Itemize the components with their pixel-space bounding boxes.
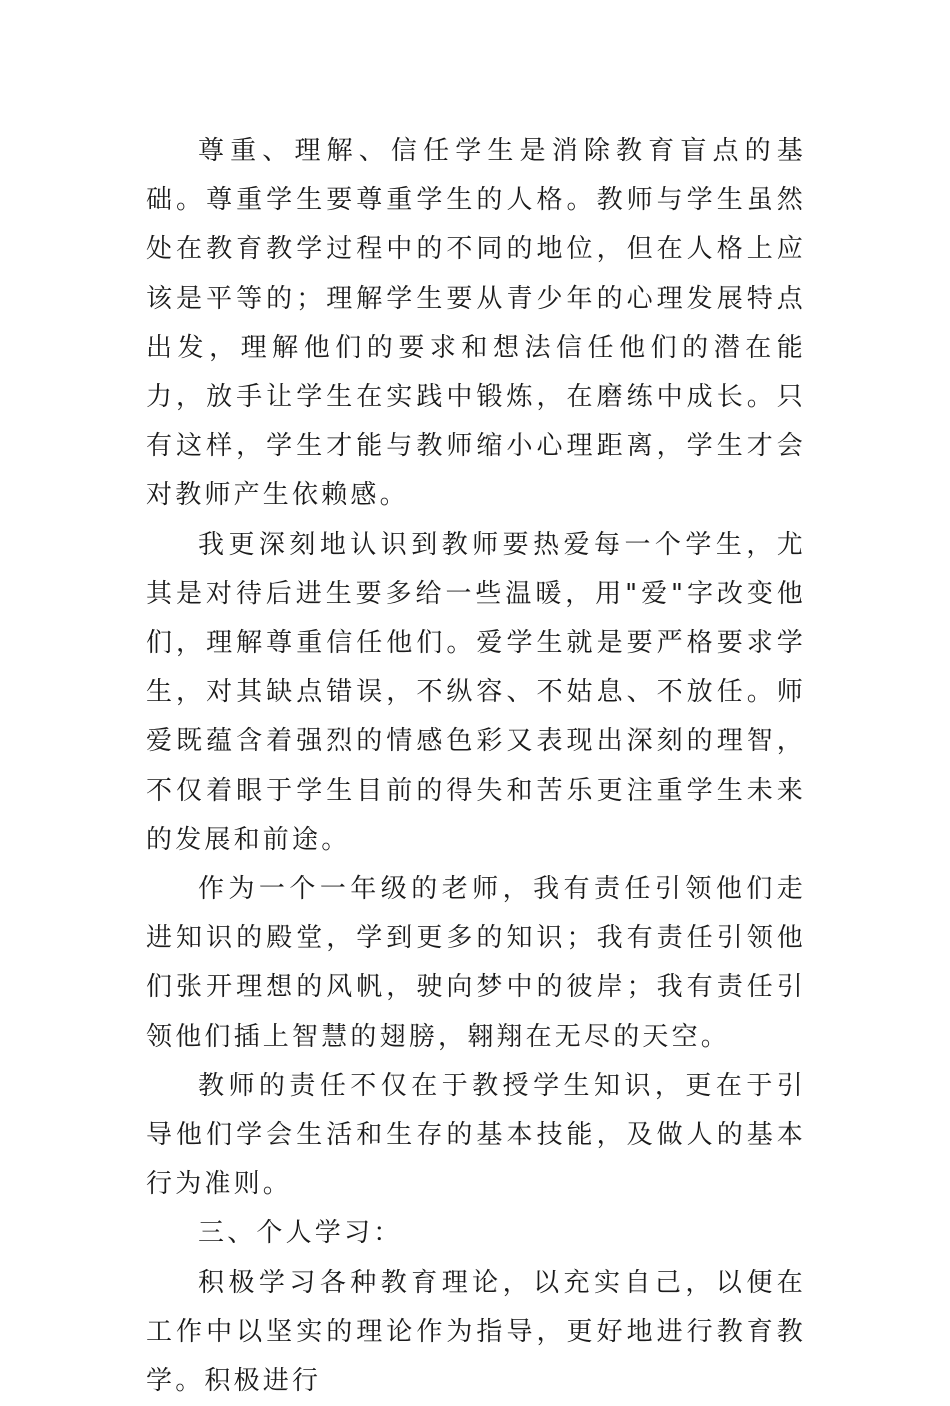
document-body [146,127,806,1406]
section-heading-personal-study: 三、个人学习： [198,1218,403,1249]
paragraph-love-students: 我更深刻地认识到教师要热爱每一个学生，尤其是对待后进生要多给一些温暖，用"爱"字改变他们，理解尊重信任他们。爱学生就是要严格要求学生，对其缺点错误，不纵容、不姑息、不放任。师爱既蕴含着强烈的情感色彩又表现出深刻的理智，不仅着眼于学生目前的得失和苦乐更注重学生未来的发展和前途。 [146,529,806,855]
paragraph-first-grade-teacher: 作为一个一年级的老师，我有责任引领他们走进知识的殿堂，学到更多的知识；我有责任引领他们张开理想的风帆，驶向梦中的彼岸；我有责任引领他们插上智慧的翅膀，翱翔在无尽的天空。 [146,874,806,1052]
paragraph-respect-understanding-trust: 尊重、理解、信任学生是消除教育盲点的基础。尊重学生要尊重学生的人格。教师与学生虽然处在教育教学过程中的不同的地位，但在人格上应该是平等的；理解学生要从青少年的心理发展特点出发，理解他们的要求和想法信任他们的潜在能力，放手让学生在实践中锻炼，在磨练中成长。只有这样，学生才能与教师缩小心理距离，学生才会对教师产生依赖感。 [146,136,806,511]
paragraph-study-theory: 积极学习各种教育理论，以充实自己，以便在工作中以坚实的理论作为指导，更好地进行教育教学。积极进行 [146,1267,806,1397]
paragraph-teacher-responsibility: 教师的责任不仅在于教授学生知识，更在于引导他们学会生活和生存的基本技能，及做人的基本行为准则。 [146,1070,806,1200]
